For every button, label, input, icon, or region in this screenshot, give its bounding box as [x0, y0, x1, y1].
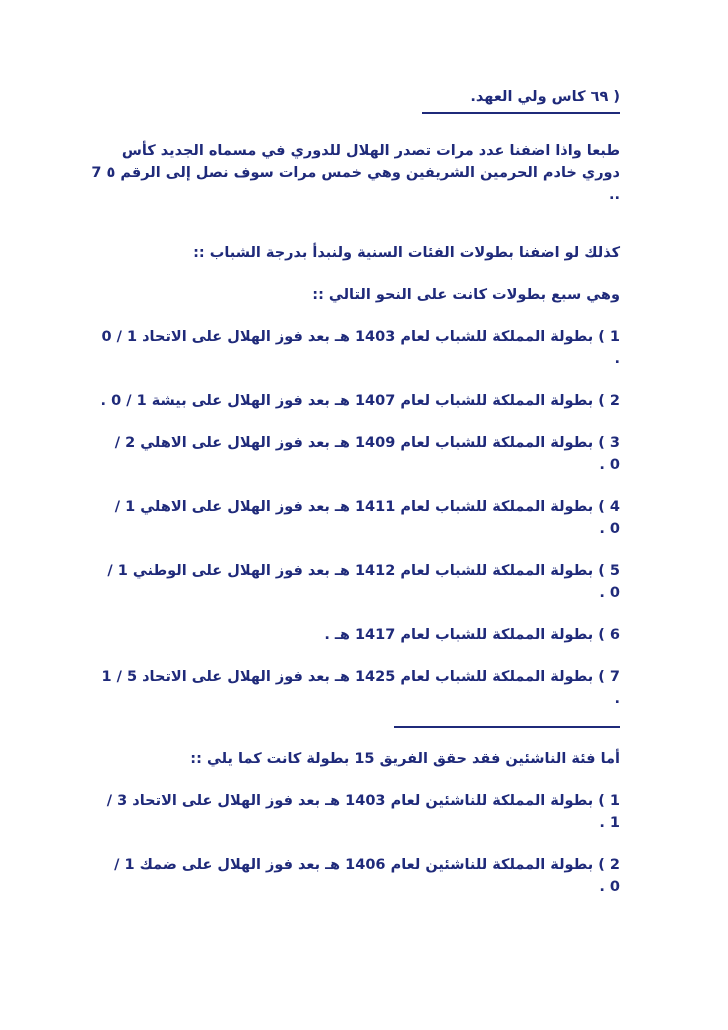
- section-divider: [394, 726, 620, 728]
- juniors-intro: أما فئة الناشئين فقد حقق الفريق 15 بطولة كانت كما يلي ::: [190, 751, 620, 767]
- youth-item: 4 ) بطولة المملكة للشباب لعام 1411 هـ بعد فوز الهلال على الاهلي 1 / 0 .: [114, 499, 620, 537]
- header-line: ( ٦٩ كاس ولي العهد.: [470, 89, 620, 105]
- document-page: [91, 86, 620, 898]
- youth-item: 2 ) بطولة المملكة للشباب لعام 1407 هـ بعد فوز الهلال على بيشة 1 / 0 .: [100, 393, 620, 409]
- youth-item: 3 ) بطولة المملكة للشباب لعام 1409 هـ بعد فوز الهلال على الاهلي 2 / 0 .: [114, 435, 620, 473]
- youth-item: 5 ) بطولة المملكة للشباب لعام 1412 هـ بعد فوز الهلال على الوطني 1 / 0 .: [107, 563, 620, 601]
- juniors-item: 1 ) بطولة المملكة للناشئين لعام 1403 هـ بعد فوز الهلال على الاتحاد 3 / 1 .: [106, 793, 620, 831]
- intro-paragraph: طبعا واذا اضفنا عدد مرات تصدر الهلال للدوري في مسماه الجديد كأس دوري خادم الحرمين الشريفين وهي خمس مرات سوف نصل إلى الرقم ٥ 7 ..: [91, 143, 620, 203]
- juniors-item: 2 ) بطولة المملكة للناشئين لعام 1406 هـ بعد فوز الهلال على ضمك 1 / 0 .: [114, 857, 620, 895]
- youth-item: 6 ) بطولة المملكة للشباب لعام 1417 هـ .: [324, 627, 620, 643]
- youth-list-intro: وهي سبع بطولات كانت على النحو التالي ::: [312, 287, 620, 303]
- youth-item: 7 ) بطولة المملكة للشباب لعام 1425 هـ بعد فوز الهلال على الاتحاد 5 / 1 .: [101, 669, 620, 707]
- header-underline: [422, 112, 620, 114]
- youth-intro: كذلك لو اضفنا بطولات الفئات السنية ولنبدأ بدرجة الشباب ::: [193, 245, 620, 261]
- youth-item: 1 ) بطولة المملكة للشباب لعام 1403 هـ بعد فوز الهلال على الاتحاد 1 / 0 .: [101, 329, 620, 367]
